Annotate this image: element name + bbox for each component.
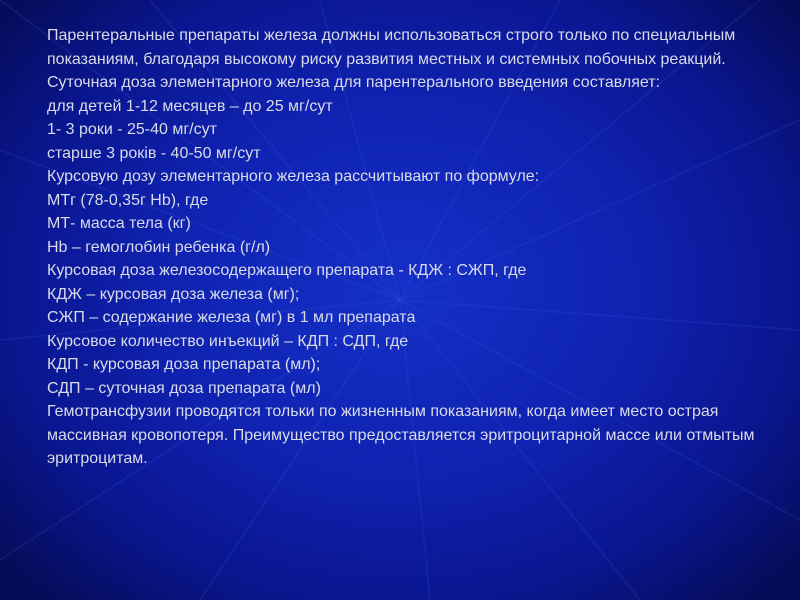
definition-sdp: СДП – суточная доза препарата (мл) xyxy=(47,379,321,397)
definition-szhp: СЖП – содержание железа (мг) в 1 мл препарата xyxy=(47,309,416,326)
paragraph-course-dose: Курсовую дозу элементарного железа рассчитывают по формуле: xyxy=(47,168,540,185)
course-dose-preparation: Курсовая доза железосодержащего препарата - КДЖ : СЖП, где xyxy=(47,262,527,279)
course-injection-count: Курсовое количество инъекций – КДП : СДП, где xyxy=(47,332,409,350)
paragraph-intro: Парентеральные препараты железа должны использоваться строго только по специальным показаниям, благодаря высокому риску развития местных и системных побочных реакций. xyxy=(47,27,736,68)
dose-line-1-3-years: 1- 3 роки - 25-40 мг/сут xyxy=(47,121,217,138)
dose-line-infants: для детей 1-12 месяцев – до 25 мг/сут xyxy=(47,97,333,115)
definition-mt: МТ- масса тела (кг) xyxy=(47,215,191,232)
definition-hb: Hb – гемоглобин ребенка (г/л) xyxy=(47,238,271,256)
definition-kdzh: КДЖ – курсовая доза железа (мг); xyxy=(47,285,300,303)
paragraph-transfusion: Гемотрансфузии проводятся тольки по жизненным показаниям, когда имеет место острая массивная кровопотеря. Преимущество предоставляется эритроцитарной массе или отмытым эритроцитам. xyxy=(47,403,755,467)
definition-kdp: КДП - курсовая доза препарата (мл); xyxy=(47,356,321,373)
formula-line: МТг (78-0,35г Hb), где xyxy=(47,191,209,209)
slide-text-body xyxy=(47,24,767,471)
paragraph-daily-dose: Суточная доза элементарного железа для парентерального введения составляет: xyxy=(47,74,661,91)
dose-line-over-3-years: старше 3 років - 40-50 мг/сут xyxy=(47,144,261,162)
